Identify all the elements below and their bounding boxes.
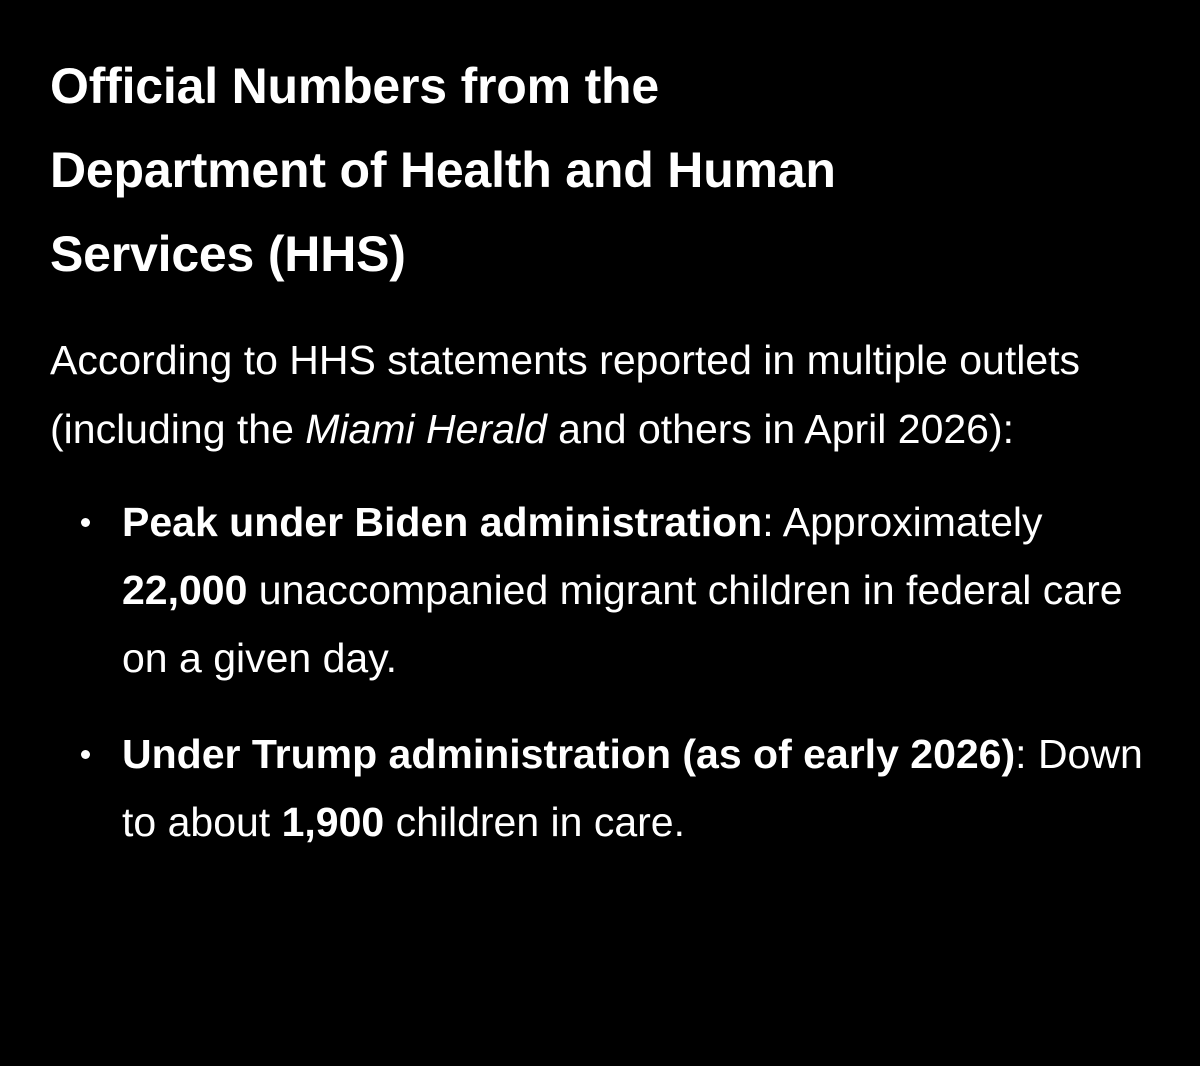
article: [50, 44, 1170, 856]
publication-name: Miami Herald: [305, 406, 547, 452]
page-title: [50, 44, 1170, 296]
list-item: [50, 720, 1170, 856]
bullet-label: Peak under Biden administration: [122, 499, 763, 545]
bullet-text: :: [762, 499, 774, 545]
bullet-text: unaccompanied migrant children in federal care on a given day.: [122, 567, 1123, 681]
title-line: Department of Health and Human: [50, 142, 836, 198]
title-line: Official Numbers from the: [50, 58, 659, 114]
bullet-text: Down to about: [122, 731, 1143, 845]
bullet-number: 1,900: [281, 799, 385, 845]
bullet-text: children in care.: [384, 799, 686, 845]
list-item: [50, 488, 1170, 692]
title-line: Services (HHS): [50, 226, 406, 282]
bullet-list: [50, 488, 1170, 856]
bullet-text: Approximately: [773, 499, 1043, 545]
intro-text: and others in April 2026):: [546, 406, 1015, 452]
intro-paragraph: [50, 326, 1170, 464]
bullet-label: Under Trump administration (as of early 2026): [122, 731, 1016, 777]
bullet-icon: [81, 518, 90, 527]
intro-text: According to HHS statements reported in multiple outlets (including the: [50, 337, 1081, 452]
bullet-icon: [81, 750, 90, 759]
bullet-text: :: [1015, 731, 1027, 777]
bullet-number: 22,000: [122, 567, 248, 613]
